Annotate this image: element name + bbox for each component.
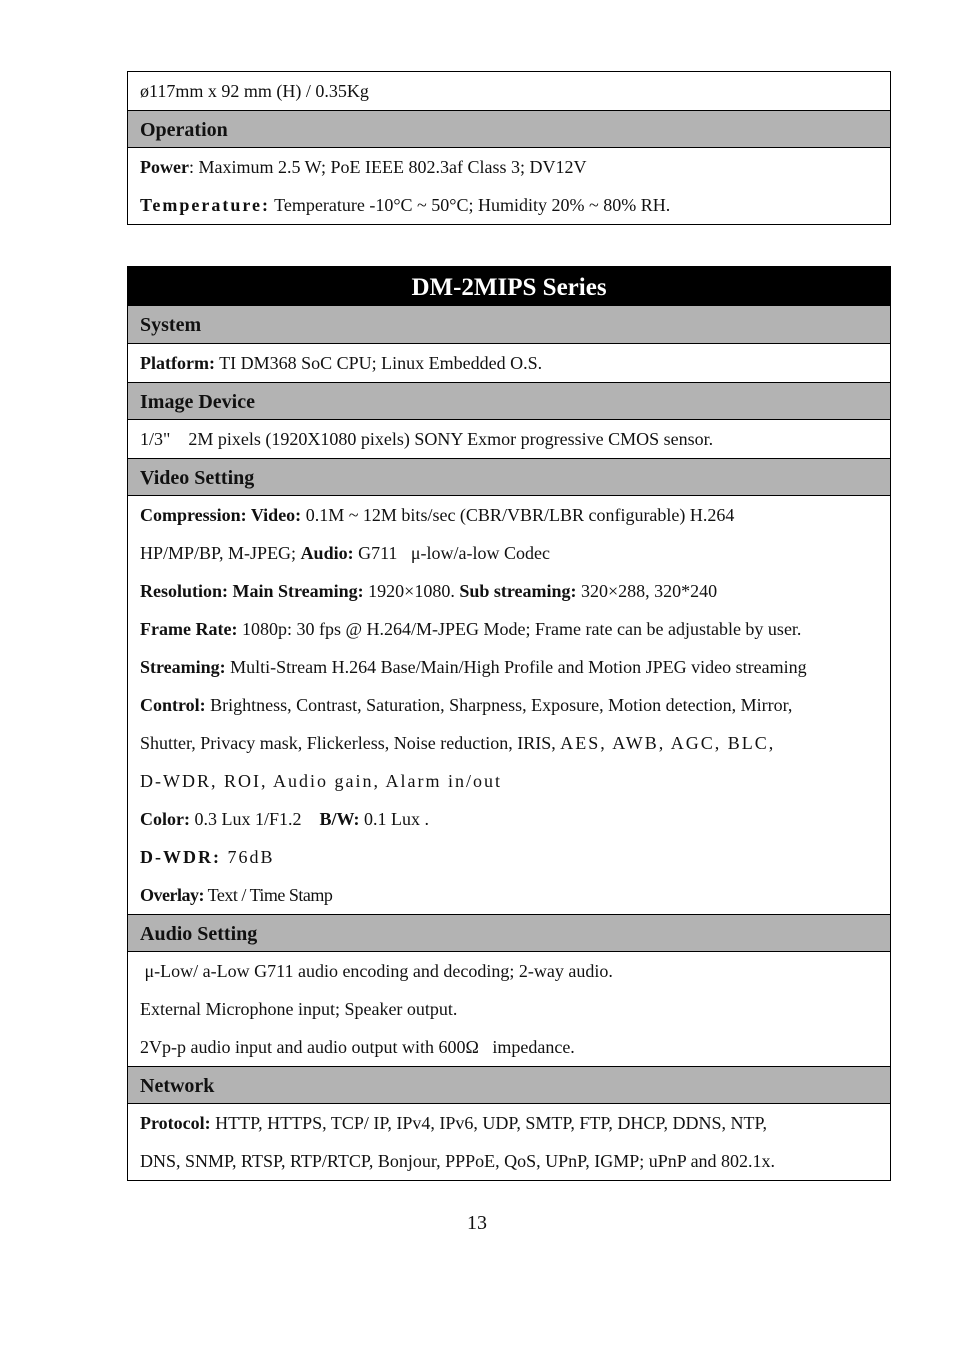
control-label: Control: — [140, 695, 206, 715]
control-value: Brightness, Contrast, Saturation, Sharpness, Exposure, Motion detection, Mirror, — [205, 695, 793, 715]
compression-label: Compression: Video: — [140, 505, 302, 525]
control-cont-line-1 — [140, 724, 878, 762]
image-device-body — [128, 420, 890, 458]
audio-level-line: 2Vp-p audio input and audio output with 600Ω impedance. — [140, 1037, 575, 1057]
series-title: DM-2MIPS Series — [128, 267, 890, 306]
spec-table-continued — [127, 71, 891, 225]
resolution-label: Resolution: Main Streaming: — [140, 581, 364, 601]
system-header: System — [128, 306, 890, 344]
microphone-line: External Microphone input; Speaker output. — [140, 999, 458, 1019]
compression-value: 0.1M ~ 12M bits/sec (CBR/VBR/LBR configurable) H.264 — [301, 505, 735, 525]
control-cont-line-2: D-WDR, ROI, Audio gain, Alarm in/out — [140, 771, 502, 791]
platform-line — [140, 344, 878, 382]
control-cont-1b: AES, AWB, AGC, BLC, — [560, 733, 776, 753]
image-device-header: Image Device — [128, 382, 890, 420]
resolution-line — [140, 572, 878, 610]
bw-label: B/W: — [319, 809, 360, 829]
streaming-label: Streaming: — [140, 657, 226, 677]
platform-value: TI DM368 SoC CPU; Linux Embedded O.S. — [214, 353, 543, 373]
frame-rate-label: Frame Rate: — [140, 619, 238, 639]
audio-codec-value: G711 μ-low/a-low Codec — [353, 543, 551, 563]
compression-cont: HP/MP/BP, M-JPEG; — [140, 543, 301, 563]
temperature-line — [140, 186, 878, 224]
color-label: Color: — [140, 809, 190, 829]
color-line — [140, 800, 878, 838]
overlay-line — [140, 876, 878, 914]
operation-body — [128, 148, 890, 224]
sub-streaming-value: 320×288, 320*240 — [576, 581, 718, 601]
dwdr-line — [140, 838, 878, 876]
audio-codec-label: Audio: — [300, 543, 354, 563]
compression-cont-line — [140, 534, 878, 572]
dwdr-label: D-WDR: — [140, 847, 221, 867]
audio-setting-body — [128, 952, 890, 1066]
protocol-label: Protocol: — [140, 1113, 211, 1133]
dimensions-row — [128, 72, 890, 110]
dm-2mips-spec-table — [127, 266, 891, 1181]
bw-value: 0.1 Lux . — [359, 809, 430, 829]
streaming-value: Multi-Stream H.264 Base/Main/High Profile and Motion JPEG video streaming — [225, 657, 807, 677]
dimensions-text: ø117mm x 92 mm (H) / 0.35Kg — [140, 81, 369, 101]
sub-streaming-label: Sub streaming: — [459, 581, 577, 601]
resolution-value: 1920×1080. — [363, 581, 460, 601]
video-setting-header: Video Setting — [128, 458, 890, 496]
audio-encoding-line: μ-Low/ a-Low G711 audio encoding and decoding; 2-way audio. — [140, 961, 613, 981]
power-label: Power — [140, 157, 189, 177]
control-cont-1: Shutter, Privacy mask, Flickerless, Noise reduction, IRIS, — [140, 733, 561, 753]
system-body — [128, 344, 890, 382]
color-value: 0.3 Lux 1/F1.2 — [189, 809, 320, 829]
overlay-label: Overlay: — [140, 885, 204, 905]
compression-line — [140, 496, 878, 534]
page-number: 13 — [467, 1212, 487, 1234]
platform-label: Platform: — [140, 353, 215, 373]
protocol-cont-line: DNS, SNMP, RTSP, RTP/RTCP, Bonjour, PPPoE, QoS, UPnP, IGMP; uPnP and 802.1x. — [140, 1151, 776, 1171]
streaming-line — [140, 648, 878, 686]
temperature-label: Temperature: — [140, 195, 270, 215]
dwdr-value: 76dB — [221, 847, 275, 867]
audio-setting-header: Audio Setting — [128, 914, 890, 952]
sensor-line: 1/3" 2M pixels (1920X1080 pixels) SONY Exmor progressive CMOS sensor. — [140, 429, 714, 449]
network-header: Network — [128, 1066, 890, 1104]
operation-header: Operation — [128, 110, 890, 148]
network-body — [128, 1104, 890, 1180]
power-line — [140, 148, 878, 186]
protocol-line — [140, 1104, 878, 1142]
protocol-value: HTTP, HTTPS, TCP/ IP, IPv4, IPv6, UDP, SMTP, FTP, DHCP, DDNS, NTP, — [210, 1113, 767, 1133]
temperature-value: Temperature -10°C ~ 50°C; Humidity 20% ~ 80% RH. — [269, 195, 671, 215]
frame-rate-value: 1080p: 30 fps @ H.264/M-JPEG Mode; Frame rate can be adjustable by user. — [237, 619, 802, 639]
power-value: : Maximum 2.5 W; PoE IEEE 802.3af Class 3; DV12V — [188, 157, 587, 177]
control-line — [140, 686, 878, 724]
frame-rate-line — [140, 610, 878, 648]
video-setting-body — [128, 496, 890, 914]
overlay-value: Text / Time Stamp — [203, 885, 333, 905]
